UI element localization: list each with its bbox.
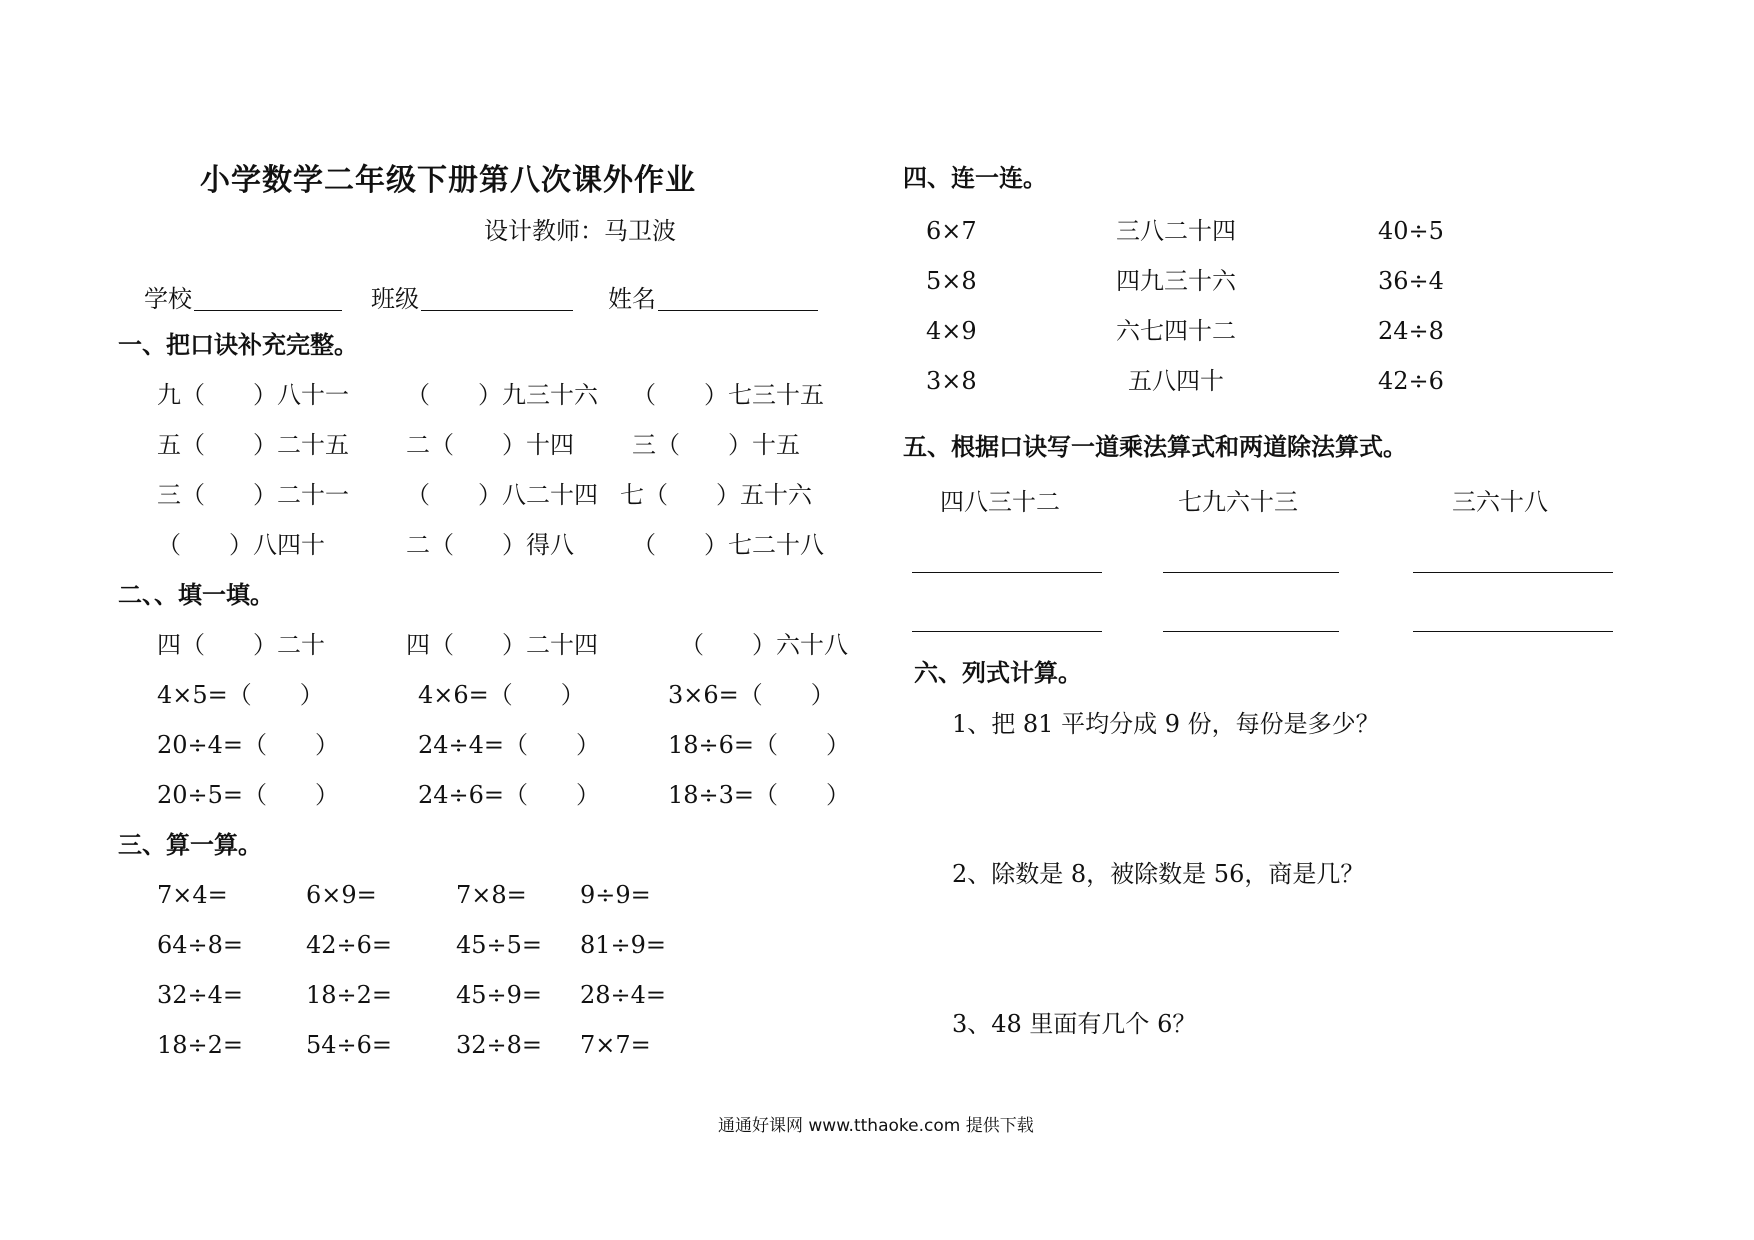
list-item: 四八三十二	[940, 488, 1060, 516]
list-item: 三六十八	[1452, 488, 1548, 516]
list-item: 九（ ）八十一	[157, 381, 349, 409]
list-item: 32÷4=	[157, 981, 244, 1009]
school-field[interactable]	[144, 284, 342, 311]
list-item: 4×6=（ ）	[418, 681, 585, 709]
list-item: 24÷8	[1378, 317, 1444, 345]
list-item: 9÷9=	[580, 881, 651, 909]
list-item: 七九六十三	[1178, 488, 1298, 516]
list-item: 20÷4=（ ）	[157, 731, 340, 759]
list-item: 三（ ）二十一	[157, 481, 349, 509]
list-item: 36÷4	[1378, 267, 1444, 295]
teacher-name: 设计教师：马卫波	[484, 217, 676, 245]
list-item: （ ）八二十四	[406, 481, 598, 509]
list-item: 四（ ）二十四	[406, 631, 598, 659]
section6-heading: 六、列式计算。	[914, 658, 1082, 687]
class-blank[interactable]	[421, 284, 573, 311]
list-item: （ ）八四十	[157, 531, 325, 559]
list-item: 5×8	[926, 267, 977, 295]
list-item: 五（ ）二十五	[157, 431, 349, 459]
list-item: 五八四十	[1128, 367, 1224, 395]
list-item: 40÷5	[1378, 217, 1444, 245]
list-item: 三（ ）十五	[632, 431, 800, 459]
list-item: 42÷6	[1378, 367, 1444, 395]
list-item: 20÷5=（ ）	[157, 781, 340, 809]
question-item: 2、除数是 8，被除数是 56，商是几？	[952, 860, 1365, 888]
footer-source: 通通好课网 www.tthaoke.com 提供下载	[718, 1116, 1034, 1136]
list-item: （ ）七二十八	[632, 531, 824, 559]
list-item: 18÷2=	[157, 1031, 244, 1059]
name-label: 姓名	[608, 285, 656, 313]
question-item: 3、48 里面有几个 6？	[952, 1010, 1197, 1038]
list-item: （ ）九三十六	[406, 381, 598, 409]
answer-line[interactable]	[1413, 572, 1613, 573]
section4-heading: 四、连一连。	[903, 163, 1047, 192]
section5-heading: 五、根据口诀写一道乘法算式和两道除法算式。	[903, 432, 1407, 461]
list-item: 32÷8=	[456, 1031, 543, 1059]
list-item: 7×7=	[580, 1031, 651, 1059]
answer-line[interactable]	[1163, 572, 1339, 573]
list-item: 二（ ）得八	[406, 531, 574, 559]
class-field[interactable]	[371, 284, 573, 311]
school-label: 学校	[144, 285, 192, 313]
list-item: 3×6=（ ）	[668, 681, 835, 709]
list-item: 六七四十二	[1116, 317, 1236, 345]
list-item: 18÷2=	[306, 981, 393, 1009]
list-item: 7×4=	[157, 881, 228, 909]
list-item: 24÷6=（ ）	[418, 781, 601, 809]
class-label: 班级	[371, 285, 419, 313]
list-item: 七（ ）五十六	[620, 481, 812, 509]
list-item: 18÷6=（ ）	[668, 731, 851, 759]
list-item: 64÷8=	[157, 931, 244, 959]
list-item: 4×5=（ ）	[157, 681, 324, 709]
section3-heading: 三、算一算。	[118, 830, 262, 859]
section2-heading: 二、、填一填。	[118, 580, 274, 609]
name-field[interactable]	[608, 284, 818, 311]
list-item: 24÷4=（ ）	[418, 731, 601, 759]
list-item: 6×9=	[306, 881, 377, 909]
list-item: 81÷9=	[580, 931, 667, 959]
answer-line[interactable]	[1413, 631, 1613, 632]
list-item: 三八二十四	[1116, 217, 1236, 245]
school-blank[interactable]	[194, 284, 342, 311]
list-item: 45÷5=	[456, 931, 543, 959]
list-item: 28÷4=	[580, 981, 667, 1009]
list-item: 二（ ）十四	[406, 431, 574, 459]
answer-line[interactable]	[1163, 631, 1339, 632]
list-item: 54÷6=	[306, 1031, 393, 1059]
list-item: 18÷3=（ ）	[668, 781, 851, 809]
list-item: 四（ ）二十	[157, 631, 325, 659]
list-item: （ ）六十八	[680, 631, 848, 659]
section1-heading: 一、把口诀补充完整。	[118, 330, 358, 359]
list-item: 45÷9=	[456, 981, 543, 1009]
list-item: 四九三十六	[1116, 267, 1236, 295]
name-blank[interactable]	[658, 284, 818, 311]
list-item: （ ）七三十五	[632, 381, 824, 409]
question-item: 1、把 81 平均分成 9 份，每份是多少？	[952, 710, 1380, 738]
list-item: 4×9	[926, 317, 977, 345]
list-item: 6×7	[926, 217, 977, 245]
answer-line[interactable]	[912, 572, 1102, 573]
list-item: 3×8	[926, 367, 977, 395]
answer-line[interactable]	[912, 631, 1102, 632]
list-item: 42÷6=	[306, 931, 393, 959]
page-title: 小学数学二年级下册第八次课外作业	[200, 163, 696, 198]
list-item: 7×8=	[456, 881, 527, 909]
